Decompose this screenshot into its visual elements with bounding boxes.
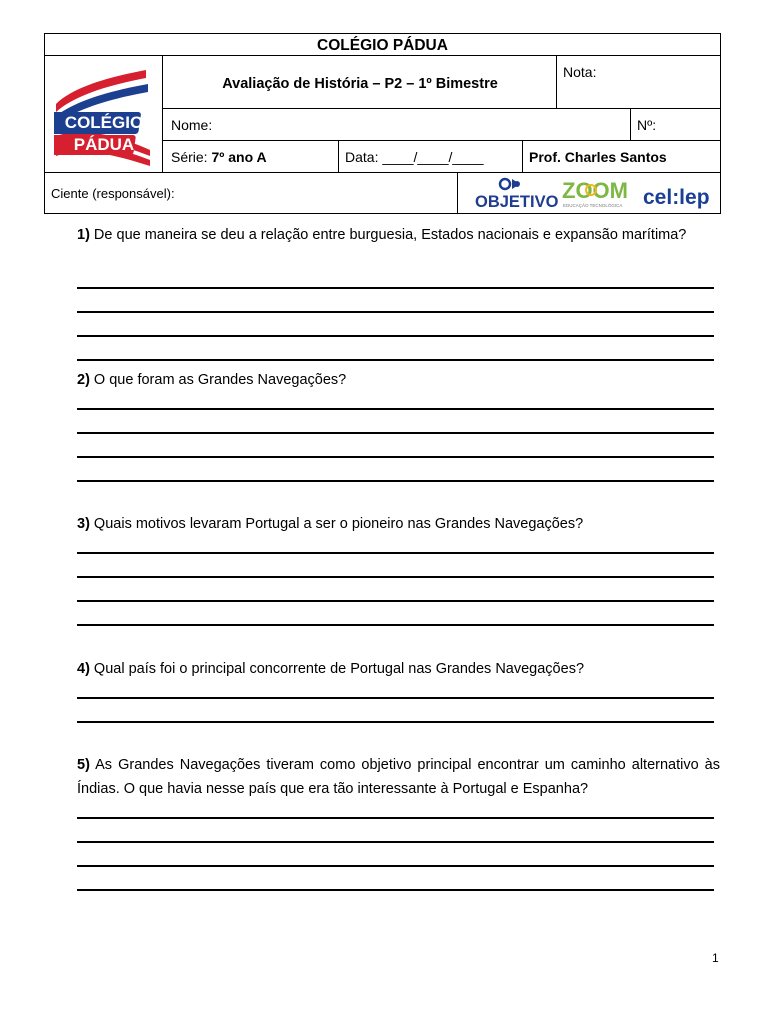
question-number: 1)	[77, 227, 90, 243]
answer-line[interactable]	[77, 697, 714, 699]
guardian-signature-label: Ciente (responsável):	[51, 186, 175, 201]
question-2	[77, 368, 720, 392]
grade-field-label: Nota:	[563, 64, 597, 80]
question-number: 3)	[77, 516, 90, 532]
grade-level-label: Série:	[171, 149, 212, 165]
question-4	[77, 657, 720, 681]
answer-line[interactable]	[77, 889, 714, 891]
question-text: Qual país foi o principal concorrente de Portugal nas Grandes Navegações?	[89, 661, 585, 677]
cellep-logo	[643, 186, 710, 209]
header-divider	[457, 172, 458, 213]
logo-text-colegio: COLÉGIO	[64, 113, 144, 132]
answer-line[interactable]	[77, 335, 714, 337]
question-text: O que foram as Grandes Navegações?	[89, 372, 347, 388]
header-divider	[630, 108, 631, 140]
answer-line[interactable]	[77, 359, 714, 361]
cellep-logo-text: cel:lep	[643, 186, 710, 209]
grade-level-value: 7º ano A	[211, 149, 267, 165]
zoom-logo-text: ZOOM	[562, 178, 628, 203]
question-text: Quais motivos levaram Portugal a ser o pioneiro nas Grandes Navegações?	[89, 516, 584, 532]
header-divider	[45, 172, 720, 173]
question-5	[77, 753, 720, 801]
question-text: De que maneira se deu a relação entre burguesia, Estados nacionais e expansão marítima?	[89, 227, 687, 243]
header-divider	[162, 55, 163, 172]
header-divider	[522, 140, 523, 172]
partner-logos	[473, 176, 719, 215]
answer-line[interactable]	[77, 408, 714, 410]
answer-line[interactable]	[77, 576, 714, 578]
header-divider	[162, 108, 720, 109]
teacher-name: Prof. Charles Santos	[529, 149, 667, 165]
date-field-label: Data: ____/____/____	[345, 149, 484, 165]
answer-line[interactable]	[77, 480, 714, 482]
question-number: 5)	[77, 757, 90, 773]
header-divider	[338, 140, 339, 172]
exam-header	[44, 33, 721, 214]
answer-line[interactable]	[77, 456, 714, 458]
answer-line[interactable]	[77, 287, 714, 289]
question-1	[77, 223, 720, 247]
objetivo-logo-text: OBJETIVO	[475, 193, 559, 210]
grade-level	[171, 149, 267, 165]
answer-line[interactable]	[77, 432, 714, 434]
school-logo	[54, 64, 154, 171]
question-3	[77, 512, 720, 536]
answer-line[interactable]	[77, 552, 714, 554]
question-number: 2)	[77, 372, 90, 388]
objetivo-logo	[475, 179, 559, 210]
zoom-logo	[562, 178, 628, 208]
answer-line[interactable]	[77, 721, 714, 723]
logo-text-padua: PÁDUA	[73, 135, 135, 154]
zoom-logo-subtitle: EDUCAÇÃO TECNOLÓGICA	[563, 203, 623, 208]
answer-line[interactable]	[77, 311, 714, 313]
exam-title: Avaliação de História – P2 – 1º Bimestre	[222, 76, 498, 92]
page-number: 1	[712, 951, 719, 965]
header-divider	[162, 140, 720, 141]
name-field-label: Nome:	[171, 117, 213, 133]
answer-line[interactable]	[77, 817, 714, 819]
header-divider	[45, 55, 720, 56]
question-text: As Grandes Navegações tiveram como objetivo principal encontrar um caminho alternativo às Índias. O que havia nesse país que era tão interessante à Portugal e Espanha?	[77, 757, 720, 797]
question-number: 4)	[77, 661, 90, 677]
answer-line[interactable]	[77, 841, 714, 843]
answer-line[interactable]	[77, 600, 714, 602]
school-name: COLÉGIO PÁDUA	[317, 37, 448, 54]
answer-line[interactable]	[77, 624, 714, 626]
number-field-label: Nº:	[637, 117, 657, 133]
answer-line[interactable]	[77, 865, 714, 867]
